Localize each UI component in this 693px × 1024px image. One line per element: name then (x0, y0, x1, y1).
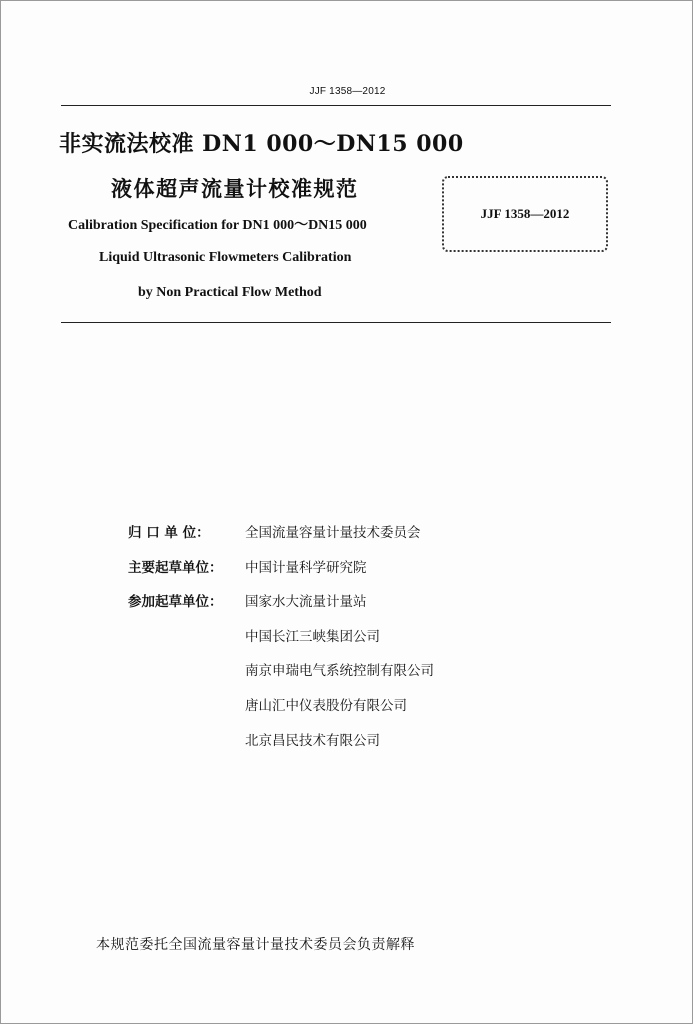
standard-code-box (442, 176, 608, 252)
title-chinese-line-2: 液体超声流量计校准规范 (111, 176, 359, 201)
unit-value: 唐山汇中仪表股份有限公司 (245, 697, 407, 714)
title-chinese-line-1: 非实流法校准 DN1 000～DN15 000 (59, 131, 464, 157)
responsible-units-list (128, 521, 434, 763)
unit-row (128, 729, 434, 764)
unit-row (128, 694, 434, 729)
unit-value: 北京昌民技术有限公司 (245, 732, 380, 749)
header-standard-code: JJF 1358—2012 (309, 86, 386, 97)
bottom-divider (61, 322, 611, 323)
unit-row (128, 659, 434, 694)
unit-row (128, 590, 434, 625)
unit-row (128, 625, 434, 660)
standard-code-box-text: JJF 1358—2012 (480, 206, 570, 221)
footer-note: 本规范委托全国流量容量计量技术委员会负责解释 (96, 937, 415, 953)
unit-row (128, 521, 434, 556)
unit-row (128, 556, 434, 591)
unit-value: 全国流量容量计量技术委员会 (245, 525, 421, 541)
unit-value: 国家水大流量计量站 (245, 594, 367, 611)
title-english-line-1: Calibration Specification for DN1 000～DN15 000 (68, 218, 367, 233)
title-english-line-3: by Non Practical Flow Method (138, 285, 322, 300)
unit-label: 归 口 单 位： (128, 525, 210, 541)
unit-value: 南京申瑞电气系统控制有限公司 (245, 663, 434, 680)
unit-value: 中国计量科学研究院 (245, 559, 367, 576)
top-divider (61, 105, 611, 106)
title-english-line-2: Liquid Ultrasonic Flowmeters Calibration (99, 250, 352, 265)
unit-label: 主要起草单位： (128, 559, 223, 576)
unit-label: 参加起草单位： (128, 594, 223, 611)
unit-value: 中国长江三峡集团公司 (245, 628, 380, 645)
